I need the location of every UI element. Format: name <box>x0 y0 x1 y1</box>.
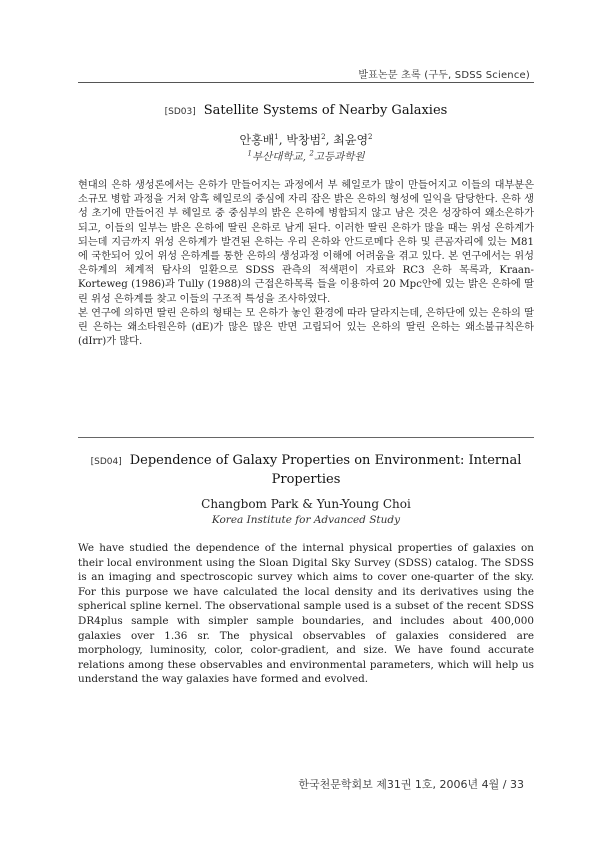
paper-sd04-code: [SD04] <box>90 457 122 467</box>
paper-sd03-code: [SD03] <box>164 107 196 117</box>
paper-sd03-affiliations: $^1$부산대학교, $^2$고등과학원 <box>247 149 365 163</box>
section-divider <box>78 437 534 438</box>
paper-sd03-title <box>78 102 534 121</box>
paper-sd04-title <box>78 452 534 488</box>
page-footer: 한국천문학회보 제31권 1호, 2006년 4월 / 33 <box>298 778 524 791</box>
paper-sd04-abstract <box>78 541 534 687</box>
paper-sd04-authors: Changbom Park & Yun-Young Choi <box>201 497 411 511</box>
paper-sd04-title-line2: Properties <box>271 472 341 487</box>
journal-section-header: 발표논문 초록 (구두, SDSS Science) <box>358 70 530 81</box>
paper-sd03-title-text: Satellite Systems of Nearby Galaxies <box>203 103 448 118</box>
paper-sd04-title-line1: Dependence of Galaxy Properties on Environment: Internal <box>129 453 522 468</box>
header-divider <box>78 82 534 83</box>
paper-sd03-abstract <box>78 179 534 349</box>
paper-sd04-affiliation: Korea Institute for Advanced Study <box>211 514 401 526</box>
paper-sd04-abstract-text: We have studied the dependence of the internal physical properties of galaxies on their local environment using the Sloan Digital Sky Survey (SDSS) catalog. The SDSS is an imaging and spectroscopic survey which aims to cover one-quarter of the sky. For this purpose we have calculated the local density and its derivatives using the spherical spline kernel. The observational sample used is a subset of the recent SDSS DR4plus sample with simpler sample boundaries, and includes about 400,000 galaxies over 1.36 sr. The physical observables of galaxies considered are morphology, luminosity, color, color-gradient, and size. We have found accurate relations among these observables and environmental parameters, which will help us understand the way galaxies have formed and evolved. <box>78 542 534 686</box>
paper-sd03-abstract-p1: 현대의 은하 생성론에서는 은하가 만들어지는 과정에서 부 헤일로가 많이 만들어지고 이들의 대부분은 소규모 병합 과정을 거쳐 암흑 헤일로의 중심에 자리 잡은 밝은 은하의 형성에 일익을 담당한다. 은하 생성 초기에 만들어진 부 헤일로 중 중심부의 밝은 은하에 병합되지 않고 남은 것은 성장하여 왜소은하가 되고, 이들의 일부는 밝은 은하에 딸린 은하로 남게 된다. 이러한 딸린 은하가 많을 때는 위성 은하계가 되는데 지금까지 위성 은하계가 발견된 은하는 우리 은하와 안드로메다 은하 및 큰곰자리에 있는 M81에 국한되어 있어 위성 은하계를 통한 은하의 생성과정 이해에 어려움을 겪고 있다. 본 연구에서는 위성 은하계의 체계적 탐사의 일환으로 SDSS 관측의 적색편이 자료와 RC3 은하 목록과, Kraan-Korteweg (1986)과 Tully (1988)의 근접은하목록 들을 이용하여 20 Mpc안에 있는 밝은 은하에 딸린 위성 은하계를 찾고 이들의 구조적 특성을 조사하였다. <box>78 180 534 305</box>
paper-sd03-authors: 안홍배$^1$, 박창범$^2$, 최윤영$^2$ <box>239 133 373 147</box>
paper-sd03-abstract-p2: 본 연구에 의하면 딸린 은하의 형태는 모 은하가 놓인 환경에 따라 달라지는데, 은하단에 있는 은하의 딸린 은하는 왜소타원은하 (dE)가 많은 많은 반면 고립되어 있는 은하의 딸린 은하는 왜소불규칙은하 (dIrr)가 많다. <box>78 307 534 348</box>
